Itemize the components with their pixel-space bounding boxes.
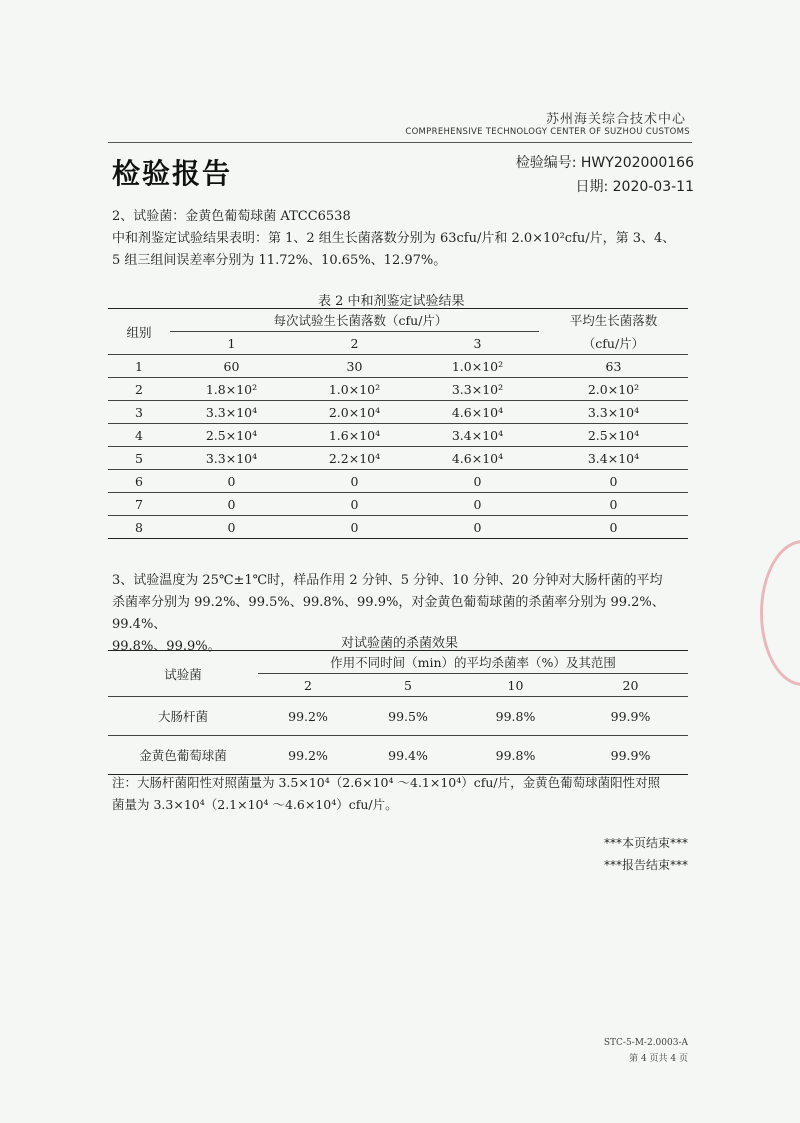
table-cell: 3.3×10² — [416, 378, 539, 401]
table-cell: 4 — [108, 424, 170, 447]
table-cell: 0 — [539, 493, 688, 516]
header-test-3: 3 — [416, 332, 539, 355]
table-cell: 99.8% — [458, 697, 573, 736]
table-cell: 8 — [108, 516, 170, 539]
table-row — [108, 736, 688, 775]
table-row — [108, 355, 688, 378]
table-cell: 0 — [170, 516, 293, 539]
table-cell: 0 — [293, 493, 416, 516]
table-cell: 3 — [108, 401, 170, 424]
table-row — [108, 401, 688, 424]
strain-name-cell: 大肠杆菌 — [108, 697, 258, 736]
table-cell: 1.0×10² — [293, 378, 416, 401]
table-cell: 0 — [416, 493, 539, 516]
table-cell: 99.9% — [573, 697, 688, 736]
table-cell: 6 — [108, 470, 170, 493]
report-date-label: 日期: — [575, 179, 609, 195]
table-cell: 1.6×10⁴ — [293, 424, 416, 447]
header-average: 平均生长菌落数 — [569, 313, 658, 329]
table-cell: 0 — [170, 493, 293, 516]
table2-caption: 表 2 中和剂鉴定试验结果 — [318, 294, 465, 309]
table-row — [108, 378, 688, 401]
note-text — [112, 772, 702, 816]
report-date — [575, 176, 694, 196]
table-cell: 2.2×10⁴ — [293, 447, 416, 470]
header-divider — [108, 142, 692, 143]
org-name-en: COMPREHENSIVE TECHNOLOGY CENTER OF SUZHOU CUSTOMS — [405, 127, 690, 137]
note-line: 注：大肠杆菌阳性对照菌量为 3.5×10⁴（2.6×10⁴ ～4.1×10⁴）cfu/片，金黄色葡萄球菌阳性对照 — [112, 775, 661, 790]
table-cell: 0 — [416, 470, 539, 493]
table-cell: 63 — [605, 358, 622, 374]
table-cell: 99.9% — [573, 736, 688, 775]
report-number-value: HWY202000166 — [580, 155, 694, 171]
document-code: STC-5-M-2.0003-A — [603, 1038, 688, 1048]
section-2-text — [112, 206, 702, 272]
bactericidal-effect-table — [108, 650, 688, 775]
table-cell: 1.0×10² — [451, 358, 504, 374]
table-cell: 0 — [293, 516, 416, 539]
report-date-value: 2020-03-11 — [612, 179, 694, 195]
header-test-1: 1 — [170, 332, 293, 355]
report-end-mark: ***报告结束*** — [603, 858, 688, 872]
section-3-line: 99.8%、99.9%。 — [112, 639, 221, 654]
table-row — [108, 516, 688, 539]
header-time-2: 2 — [258, 674, 358, 697]
header-time-20: 20 — [573, 674, 688, 697]
table-cell: 0 — [293, 470, 416, 493]
table-cell: 0 — [539, 516, 688, 539]
header-each-test: 每次试验生长菌落数（cfu/片） — [273, 313, 448, 328]
table-cell: 2.5×10⁴ — [539, 424, 688, 447]
table-row — [108, 470, 688, 493]
table-row — [108, 697, 688, 736]
section-3-line: 杀菌率分别为 99.2%、99.5%、99.8%、99.9%，对金黄色葡萄球菌的杀菌率分别为 99.2%、99.4%、 — [112, 595, 665, 632]
table-row — [108, 493, 688, 516]
table-cell: 5 — [108, 447, 170, 470]
note-line: 菌量为 3.3×10⁴（2.1×10⁴ ～4.6×10⁴）cfu/片。 — [112, 797, 398, 812]
section-3-line: 3、试验温度为 25℃±1℃时，样品作用 2 分钟、5 分钟、10 分钟、20 分钟对大肠杆菌的平均 — [112, 573, 663, 588]
table-cell: 7 — [108, 493, 170, 516]
table-cell: 99.8% — [458, 736, 573, 775]
table-cell: 99.4% — [358, 736, 458, 775]
section-2-line: 2、试验菌：金黄色葡萄球菌 ATCC6538 — [112, 209, 351, 224]
table-cell: 3.4×10⁴ — [416, 424, 539, 447]
table-cell: 4.6×10⁴ — [416, 447, 539, 470]
table-cell: 3.3×10⁴ — [170, 401, 293, 424]
table-cell: 2.5×10⁴ — [170, 424, 293, 447]
official-seal-stamp — [760, 540, 800, 686]
table-cell: 3.3×10⁴ — [170, 447, 293, 470]
table-cell: 1 — [135, 358, 143, 374]
table-cell: 3.4×10⁴ — [539, 447, 688, 470]
table-row — [108, 447, 688, 470]
table-cell: 4.6×10⁴ — [416, 401, 539, 424]
neutralizer-result-table — [108, 308, 688, 539]
section-2-line: 中和剂鉴定试验结果表明：第 1、2 组生长菌落数分别为 63cfu/片和 2.0×10²cfu/片，第 3、4、 — [112, 231, 676, 246]
table-cell: 99.5% — [358, 697, 458, 736]
header-kill-rate: 作用不同时间（min）的平均杀菌率（%）及其范围 — [330, 655, 616, 670]
table-row — [108, 424, 688, 447]
table-cell: 2 — [108, 378, 170, 401]
report-title: 检验报告 — [112, 157, 233, 190]
report-number-label: 检验编号: — [515, 155, 577, 171]
table-cell: 2.0×10⁴ — [293, 401, 416, 424]
report-number — [516, 152, 694, 172]
org-name-cn: 苏州海关综合技术中心 — [545, 112, 686, 127]
table-cell: 30 — [346, 358, 363, 374]
table-cell: 99.2% — [258, 697, 358, 736]
header-average-unit: （cfu/片） — [582, 335, 645, 351]
page-end-mark: ***本页结束*** — [603, 836, 688, 850]
table-cell: 1.8×10² — [170, 378, 293, 401]
header-time-10: 10 — [458, 674, 573, 697]
header-test-2: 2 — [293, 332, 416, 355]
table-cell: 60 — [223, 358, 240, 374]
table-cell: 0 — [170, 470, 293, 493]
table3-caption: 对试验菌的杀菌效果 — [341, 636, 459, 651]
table-cell: 3.3×10⁴ — [539, 401, 688, 424]
page-number: 第 4 页共 4 页 — [629, 1054, 688, 1064]
table-cell: 99.2% — [258, 736, 358, 775]
header-time-5: 5 — [358, 674, 458, 697]
section-2-line: 5 组三组间误差率分别为 11.72%、10.65%、12.97%。 — [112, 253, 447, 268]
header-strain: 试验菌 — [164, 666, 202, 682]
table-cell: 0 — [416, 516, 539, 539]
strain-name-cell: 金黄色葡萄球菌 — [108, 736, 258, 775]
header-group: 组别 — [126, 324, 152, 340]
table-cell: 2.0×10² — [539, 378, 688, 401]
table-cell: 0 — [539, 470, 688, 493]
